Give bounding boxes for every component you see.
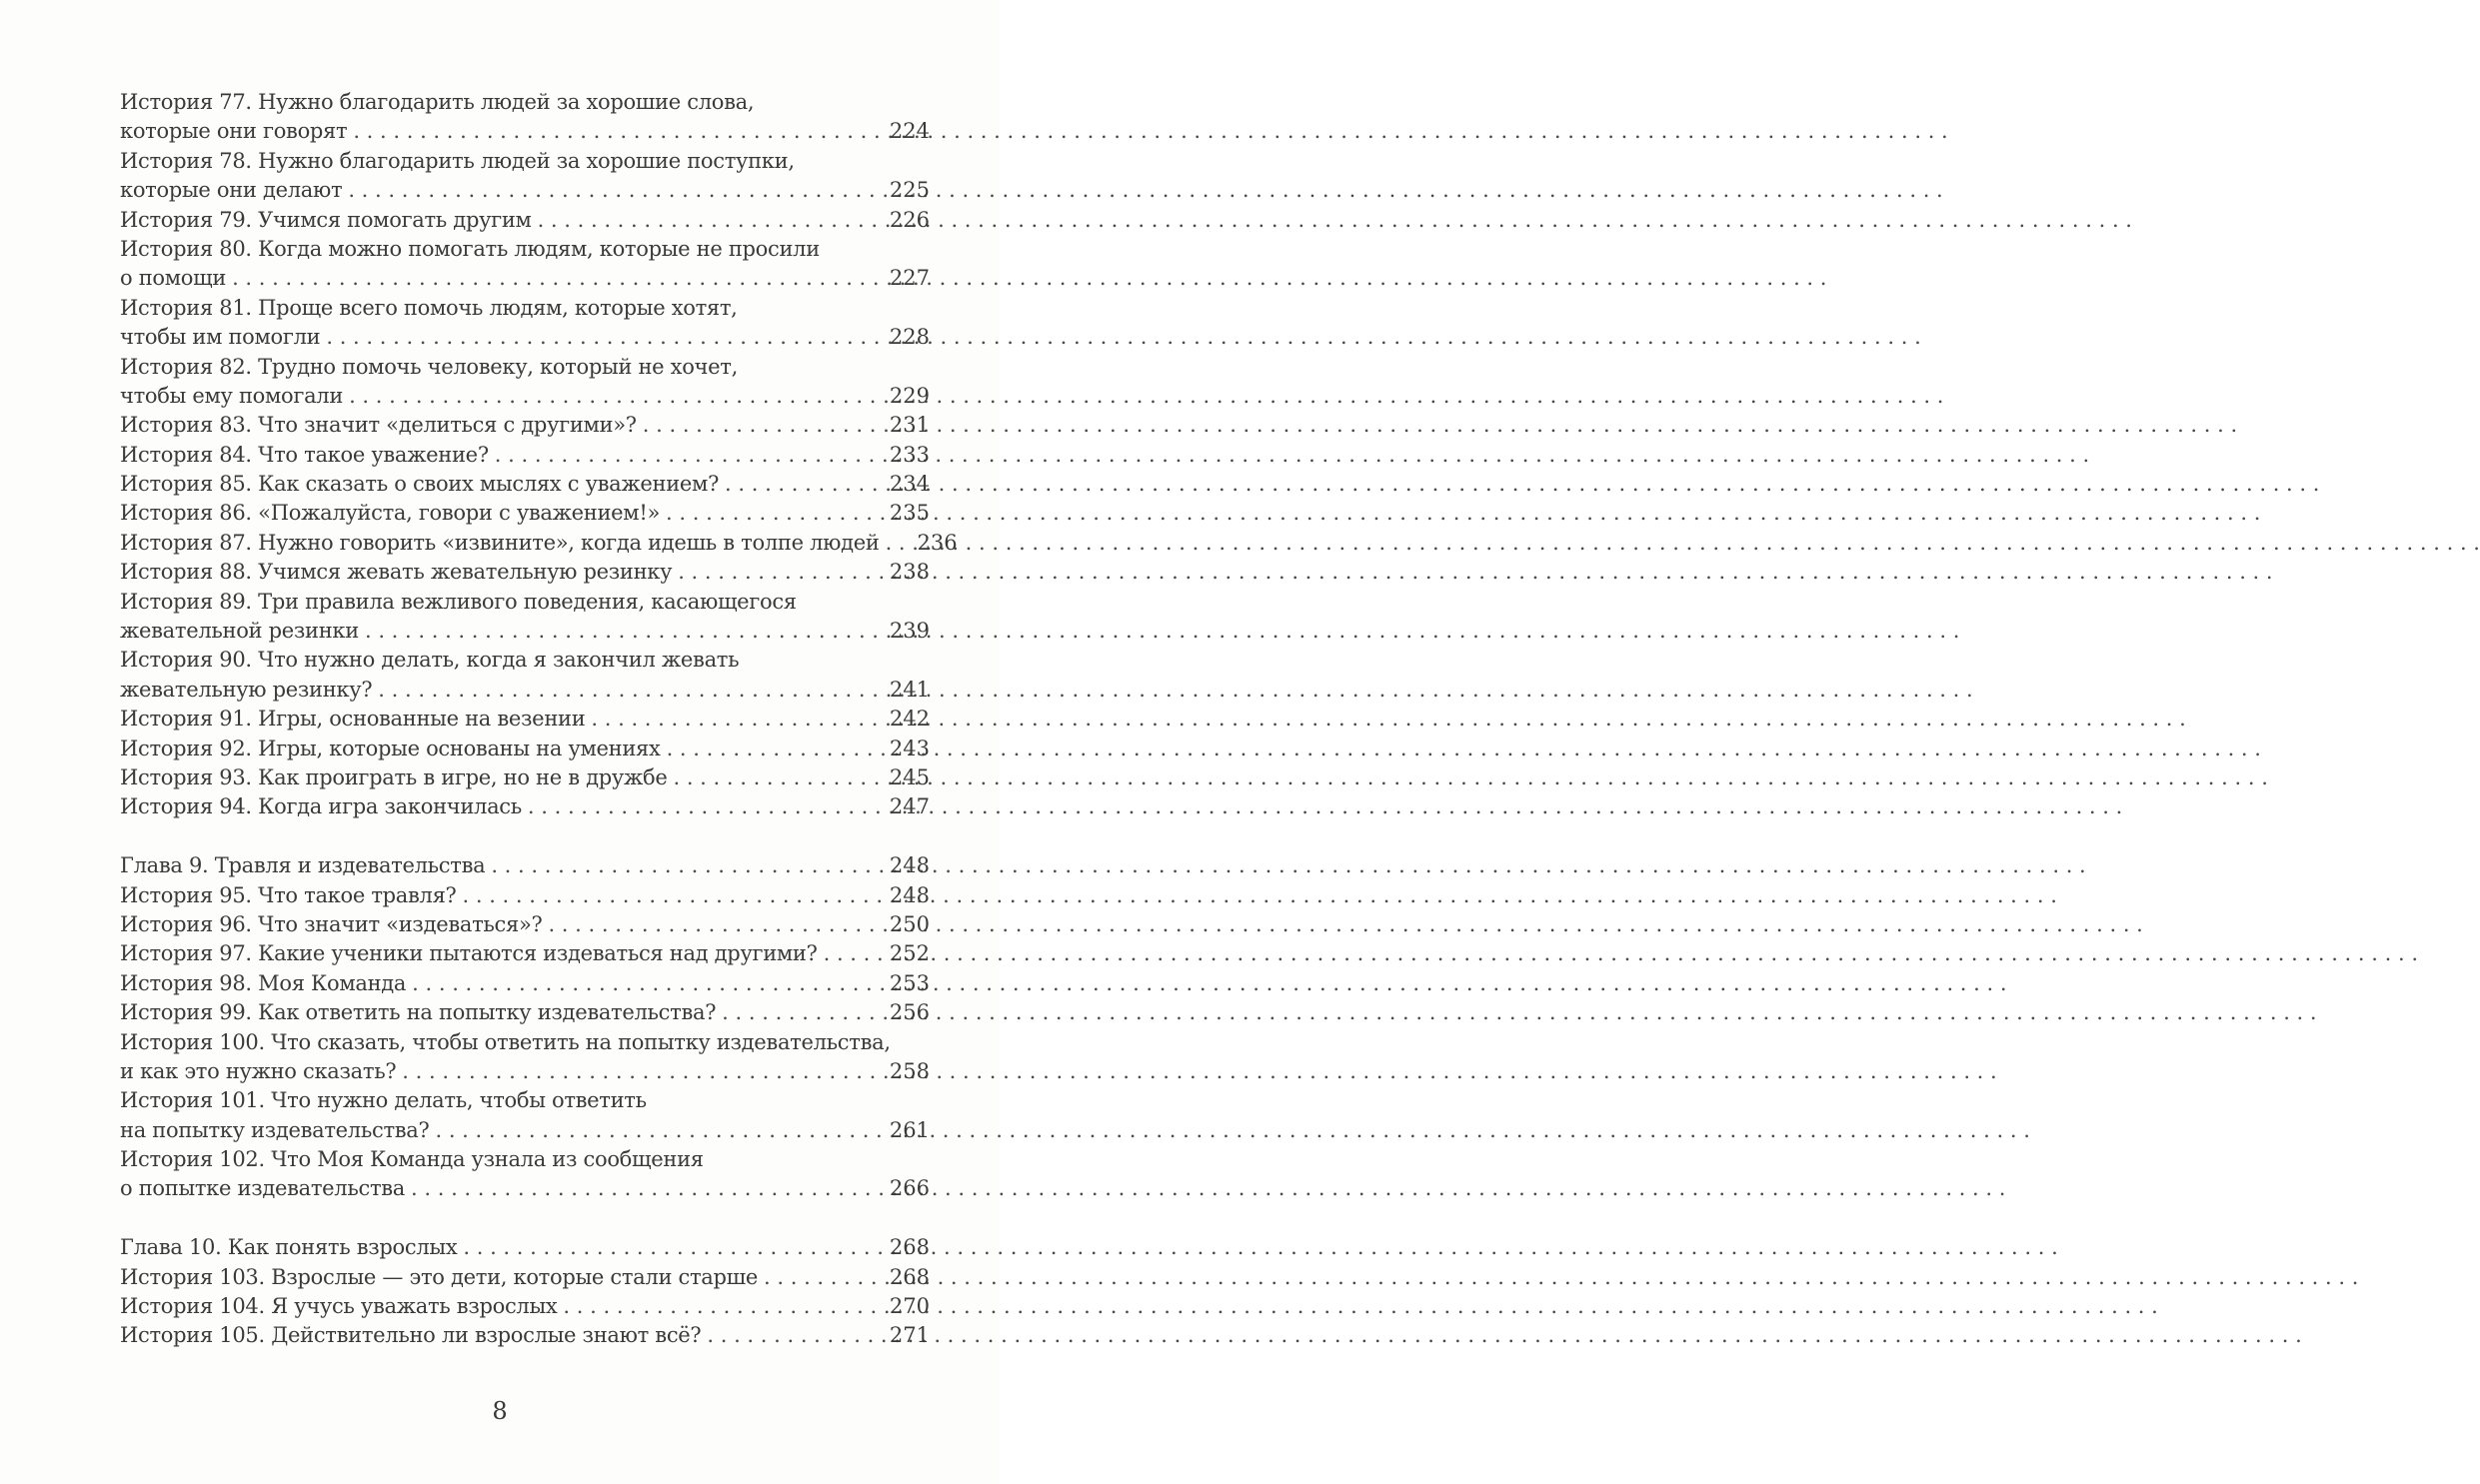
dot-leader <box>402 1057 868 1086</box>
toc-chapter-entry <box>120 1233 930 1262</box>
toc-story-entry <box>120 1292 930 1321</box>
dot-leader <box>548 910 868 939</box>
toc-page-number: 247 <box>889 794 930 819</box>
toc-story-entry <box>120 147 930 206</box>
toc-entry-line <box>120 998 930 1027</box>
toc-story-entry <box>120 1028 930 1087</box>
toc-story-entry <box>120 441 930 470</box>
toc-page-number: 268 <box>889 1264 930 1289</box>
section-gap <box>120 822 930 851</box>
toc-story-entry <box>120 294 930 353</box>
toc-story-entry <box>120 353 930 412</box>
toc-entry-line <box>120 705 930 734</box>
toc-entry-title: История 77. Нужно благодарить людей за хорошие слова, <box>120 90 755 114</box>
dot-leader <box>495 441 868 470</box>
toc-story-entry <box>120 529 958 558</box>
toc-entry-line <box>120 910 930 939</box>
toc-page-number: 234 <box>889 472 930 497</box>
toc-entry-line <box>120 1145 930 1174</box>
toc-entry-title: История 85. Как сказать о своих мыслях с уважением? <box>120 472 720 497</box>
toc-entry-line <box>120 588 930 617</box>
dot-leader <box>824 939 868 968</box>
toc-story-entry <box>120 1145 930 1204</box>
toc-entry-title: История 95. Что такое травля? <box>120 882 457 907</box>
toc-page-number: 250 <box>889 911 930 936</box>
toc-page-number: 239 <box>889 619 930 644</box>
toc-entry-line <box>120 617 930 646</box>
toc-story-entry <box>120 735 930 763</box>
toc-entry-line <box>120 881 930 910</box>
toc-story-entry <box>120 558 930 587</box>
toc-page-number: 268 <box>889 1235 930 1260</box>
toc-entry-line <box>120 294 930 323</box>
toc-entry-title: История 93. Как проиграть в игре, но не в дружбе <box>120 764 668 789</box>
toc-page-number: 271 <box>889 1323 930 1348</box>
toc-entry-title: История 96. Что значит «издеваться»? <box>120 911 543 936</box>
toc-story-entry <box>120 499 930 528</box>
toc-page-number: 270 <box>889 1294 930 1319</box>
toc-story-entry <box>120 588 930 647</box>
toc-page-number: 252 <box>889 941 930 966</box>
toc-entry-line <box>120 382 930 411</box>
toc-page-number: 235 <box>889 501 930 526</box>
toc-entry-line <box>120 1057 930 1086</box>
dot-leader <box>678 558 868 587</box>
toc-entry-title: История 86. «Пожалуйста, говори с уважением!» <box>120 501 661 526</box>
dot-leader <box>673 763 868 792</box>
toc-entry-title: История 89. Три правила вежливого поведения, касающегося <box>120 589 797 614</box>
toc-entry-title: которые они говорят <box>120 119 348 144</box>
toc-entry-line <box>120 147 930 176</box>
toc-entry-title: и как это нужно сказать? <box>120 1058 397 1083</box>
toc-page-number: 256 <box>889 1000 930 1025</box>
toc-page-number: 243 <box>889 736 930 760</box>
toc-entry-title: на попытку издевательства? <box>120 1117 430 1142</box>
toc-entry-title: жевательную резинку? <box>120 677 373 702</box>
dot-leader <box>764 1263 868 1292</box>
dot-leader <box>563 1292 868 1321</box>
dot-leader <box>707 1321 868 1350</box>
dot-leader <box>666 499 868 528</box>
toc-entry-title: История 101. Что нужно делать, чтобы ответить <box>120 1088 647 1113</box>
toc-entry-line <box>120 176 930 205</box>
toc-entry-title: История 90. Что нужно делать, когда я закончил жевать <box>120 648 740 673</box>
dot-leader <box>349 382 868 411</box>
toc-entry-title: Глава 9. Травля и издевательства <box>120 853 486 878</box>
toc-entry-line <box>120 1116 930 1145</box>
toc-story-entry <box>120 1321 930 1350</box>
toc-entry-line <box>120 735 930 763</box>
toc-entry-title: История 88. Учимся жевать жевательную резинку <box>120 560 673 585</box>
toc-story-entry <box>120 646 930 705</box>
toc-page-number: 231 <box>889 413 930 438</box>
toc-entry-title: чтобы им помогли <box>120 325 321 350</box>
toc-page-number: 261 <box>889 1117 930 1142</box>
toc-entry-line <box>120 441 930 470</box>
dot-leader <box>538 206 868 235</box>
dot-leader <box>463 1233 868 1262</box>
toc-entry-title: которые они делают <box>120 178 343 203</box>
dot-leader <box>722 998 868 1027</box>
toc-entry-title: жевательной резинки <box>120 619 359 644</box>
toc-entry-title: История 94. Когда игра закончилась <box>120 794 522 819</box>
toc-entry-line <box>120 88 930 117</box>
toc-entry-title: История 91. Игры, основанные на везении <box>120 707 586 732</box>
toc-entry-title: чтобы ему помогали <box>120 383 344 408</box>
dot-leader <box>886 529 896 558</box>
toc-story-entry <box>120 235 930 294</box>
dot-leader <box>463 881 869 910</box>
toc-entry-title: История 97. Какие ученики пытаются издеваться над другими? <box>120 941 818 966</box>
toc-page-number: 228 <box>889 325 930 350</box>
toc-entry-title: История 92. Игры, которые основаны на умениях <box>120 736 661 760</box>
toc-story-entry <box>120 969 930 998</box>
toc-story-entry <box>120 792 930 821</box>
toc-entry-line <box>120 323 930 352</box>
toc-entry-title: История 84. Что такое уважение? <box>120 442 489 467</box>
toc-entry-title: о попытке издевательства <box>120 1176 406 1201</box>
toc-entry-line <box>120 1263 930 1292</box>
toc-story-entry <box>120 763 930 792</box>
toc-entry-line <box>120 470 930 499</box>
toc-entry-title: История 99. Как ответить на попытку издевательства? <box>120 1000 717 1025</box>
toc-story-entry <box>120 939 930 968</box>
dot-leader <box>412 969 868 998</box>
toc-chapter-entry <box>120 851 930 880</box>
dot-leader <box>232 264 868 293</box>
toc-entry-line <box>120 1028 930 1057</box>
toc-entry-line <box>120 969 930 998</box>
toc-page-number: 253 <box>889 970 930 995</box>
toc-entry-title: История 82. Трудно помочь человеку, который не хочет, <box>120 354 738 379</box>
toc-entry-line <box>120 117 930 146</box>
toc-entry-line <box>120 1321 930 1350</box>
section-gap <box>120 1204 930 1233</box>
dot-leader <box>643 411 868 440</box>
toc-entry-line <box>120 1292 930 1321</box>
toc-entry-line <box>120 763 930 792</box>
toc-entry-line <box>120 792 930 821</box>
dot-leader <box>411 1174 868 1203</box>
toc-entry-title: История 87. Нужно говорить «извините», когда идешь в толпе людей <box>120 530 880 555</box>
toc-page-number: 226 <box>889 207 930 232</box>
toc-page-number: 236 <box>917 530 958 555</box>
toc-story-entry <box>120 705 930 734</box>
dot-leader <box>378 676 868 705</box>
toc-page-number: 227 <box>889 266 930 291</box>
toc-entry-title: История 83. Что значит «делиться с другими»? <box>120 413 637 438</box>
toc-story-entry <box>120 1263 930 1292</box>
toc-page-number: 248 <box>889 853 930 878</box>
toc-story-entry <box>120 206 930 235</box>
toc-story-entry <box>120 470 930 499</box>
toc-page-number: 229 <box>889 383 930 408</box>
toc-entry-line <box>120 646 930 675</box>
page-number: 8 <box>492 1397 508 1425</box>
toc-entry-line <box>120 558 930 587</box>
toc-entry-line <box>120 939 930 968</box>
toc-page-number: 238 <box>889 560 930 585</box>
toc-page-number: 245 <box>889 764 930 789</box>
toc-entry-title: История 104. Я учусь уважать взрослых <box>120 1294 558 1319</box>
toc-entry-title: История 79. Учимся помогать другим <box>120 207 532 232</box>
toc-page-number: 225 <box>889 178 930 203</box>
dot-leader <box>365 617 868 646</box>
toc-page-number: 242 <box>889 707 930 732</box>
toc-entry-title: История 78. Нужно благодарить людей за хорошие поступки, <box>120 148 795 173</box>
dot-leader <box>326 323 868 352</box>
dot-leader <box>353 117 868 146</box>
dot-leader <box>435 1116 868 1145</box>
toc-story-entry <box>120 910 930 939</box>
toc-entry-title: История 81. Проще всего помочь людям, которые хотят, <box>120 295 738 320</box>
toc-entry-line <box>120 1174 930 1203</box>
book-page <box>0 0 1000 1484</box>
toc-entry-title: История 80. Когда можно помогать людям, которые не просили <box>120 236 820 261</box>
toc-story-entry <box>120 1086 930 1145</box>
toc-entry-title: о помощи <box>120 266 227 291</box>
dot-leader <box>528 792 868 821</box>
dot-leader <box>348 176 868 205</box>
toc-entry-line <box>120 1233 930 1262</box>
toc-entry-line <box>120 353 930 382</box>
toc-entry-line <box>120 676 930 705</box>
toc-entry-line <box>120 499 930 528</box>
toc-page-number: 248 <box>889 882 930 907</box>
toc-entry-line <box>120 206 930 235</box>
toc-entry-line <box>120 411 930 440</box>
toc-entry-title: История 102. Что Моя Команда узнала из сообщения <box>120 1147 704 1172</box>
toc-page-number: 241 <box>889 677 930 702</box>
toc-entry-line <box>120 529 958 558</box>
toc-page-number: 258 <box>889 1058 930 1083</box>
toc-entry-title: История 105. Действительно ли взрослые знают всё? <box>120 1323 702 1348</box>
toc-entry-title: История 103. Взрослые — это дети, которые стали старше <box>120 1264 759 1289</box>
toc-entry-line <box>120 264 930 293</box>
toc-page-number: 266 <box>889 1176 930 1201</box>
dot-leader <box>667 735 868 763</box>
toc-story-entry <box>120 88 930 147</box>
table-of-contents <box>120 88 958 1351</box>
dot-leader <box>491 851 868 880</box>
toc-entry-title: Глава 10. Как понять взрослых <box>120 1235 458 1260</box>
toc-entry-line <box>120 851 930 880</box>
dot-leader <box>591 705 868 734</box>
toc-story-entry <box>120 881 930 910</box>
toc-page-number: 224 <box>889 119 930 144</box>
toc-page-number: 233 <box>889 442 930 467</box>
toc-story-entry <box>120 998 930 1027</box>
toc-entry-title: История 98. Моя Команда <box>120 970 407 995</box>
toc-entry-title: История 100. Что сказать, чтобы ответить на попытку издевательства, <box>120 1029 891 1054</box>
toc-story-entry <box>120 411 930 440</box>
toc-entry-line <box>120 1086 930 1115</box>
toc-entry-line <box>120 235 930 264</box>
dot-leader <box>725 470 868 499</box>
